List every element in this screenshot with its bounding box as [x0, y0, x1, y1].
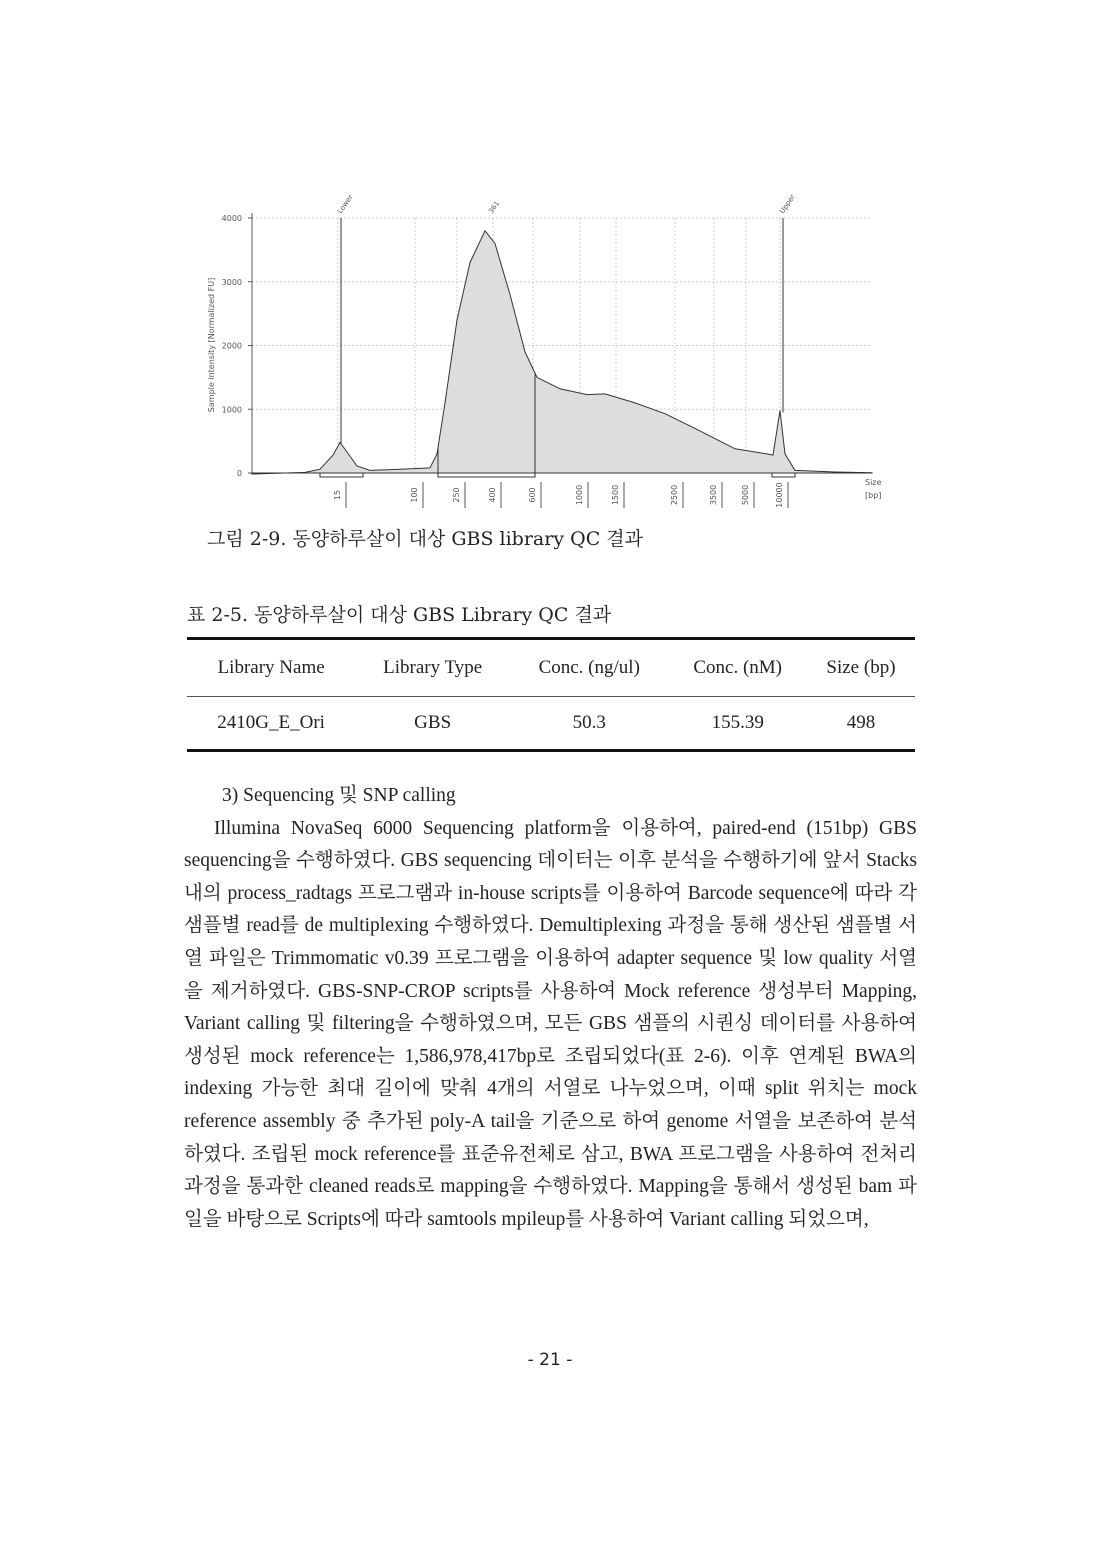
table-row	[187, 697, 915, 751]
x-axis-unit-label: Size	[865, 478, 882, 487]
section-paragraph: Illumina NovaSeq 6000 Sequencing platform을 이용하여, paired-end (151bp) GBS sequencing을 수행하였다. GBS sequencing 데이터는 이후 분석을 수행하기에 앞서 Stacks 내의 process_radtags 프로그램과 in-house scripts를 이용하여 Barcode sequence에 따라 각 샘플별 read를 de multiplexing 수행하였다. Demultiplexing 과정을 통해 생산된 샘플별 서열 파일은 Trimmomatic v0.39 프로그램을 이용하여 adapter sequence 및 low quality 서열을 제거하였다. GBS-SNP-CROP scripts를 사용하여 Mock reference 생성부터 Mapping, Variant calling 및 filtering을 수행하였으며, 모든 GBS 샘플의 시퀀싱 데이터를 사용하여 생성된 mock reference는 1,586,978,417bp로 조립되었다(표 2-6). 이후 연계된 BWA의 indexing 가능한 최대 길이에 맞춰 4개의 서열로 나누었으며, 이때 split 위치는 mock reference assembly 중 추가된 poly-A tail을 기준으로 하여 genome 서열을 보존하여 분석하였다. 조립된 mock reference를 표준유전체로 삼고, BWA 프로그램을 사용하여 전처리 과정을 통과한 cleaned reads로 mapping을 수행하였다. Mapping을 통해서 생성된 bam 파일을 바탕으로 Scripts에 따라 samtools mpileup를 사용하여 Variant calling 되었으며,	[184, 817, 917, 1230]
x-tick-label: 5000	[741, 484, 750, 506]
electropherogram-chart	[195, 180, 895, 520]
figure-caption: 그림 2-9. 동양하루살이 대상 GBS library QC 결과	[207, 528, 643, 550]
marker-label: 361	[487, 199, 502, 216]
x-tick-label: 2500	[670, 484, 679, 506]
y-tick-labels	[222, 214, 242, 478]
header-library-type: Library Type	[355, 639, 510, 697]
section-heading: 3) Sequencing 및 SNP calling	[222, 785, 456, 806]
y-tick-label: 1000	[221, 405, 242, 415]
section-body	[184, 780, 917, 1236]
x-tick-label: 600	[528, 487, 537, 503]
cell-conc-nm: 155.39	[668, 697, 807, 751]
header-conc-ngul: Conc. (ng/ul)	[510, 639, 668, 697]
x-tick-label: 100	[410, 487, 419, 503]
header-conc-nm: Conc. (nM)	[668, 639, 807, 697]
y-tick-label: 0	[236, 469, 242, 478]
page-number: - 21 -	[527, 1350, 573, 1370]
y-tick-label: 4000	[221, 214, 242, 223]
marker-label: Lower	[336, 193, 355, 216]
x-tick-label: 1500	[611, 484, 620, 506]
cell-library-type: GBS	[355, 697, 510, 751]
region-bracket	[438, 473, 535, 477]
library-qc-table	[187, 637, 915, 752]
sample-trace	[252, 231, 872, 474]
header-library-name: Library Name	[187, 639, 355, 697]
x-tick-label: 15	[333, 489, 342, 501]
x-tick-label: 10000	[775, 482, 784, 508]
x-axis-unit: [bp]	[865, 491, 882, 500]
y-tick-label: 3000	[221, 277, 242, 287]
table-header-row	[187, 639, 915, 697]
x-tick-labels	[333, 482, 788, 508]
y-tick-label: 2000	[221, 341, 242, 351]
x-tick-label: 3500	[709, 484, 718, 506]
x-tick-label: 400	[488, 487, 497, 503]
y-axis-label: Sample intensity [Normalized FU]	[207, 277, 216, 413]
header-size-bp: Size (bp)	[807, 639, 915, 697]
x-tick-label: 1000	[575, 484, 584, 506]
cell-conc-ngul: 50.3	[510, 697, 668, 751]
cell-size-bp: 498	[807, 697, 915, 751]
traces	[252, 231, 872, 477]
x-tick-label: 250	[452, 487, 461, 503]
region-bracket	[772, 473, 795, 477]
marker-label: Upper	[778, 193, 797, 216]
cell-library-name: 2410G_E_Ori	[187, 697, 355, 751]
region-bracket	[320, 473, 363, 477]
table-caption: 표 2-5. 동양하루살이 대상 GBS Library QC 결과	[187, 604, 612, 626]
